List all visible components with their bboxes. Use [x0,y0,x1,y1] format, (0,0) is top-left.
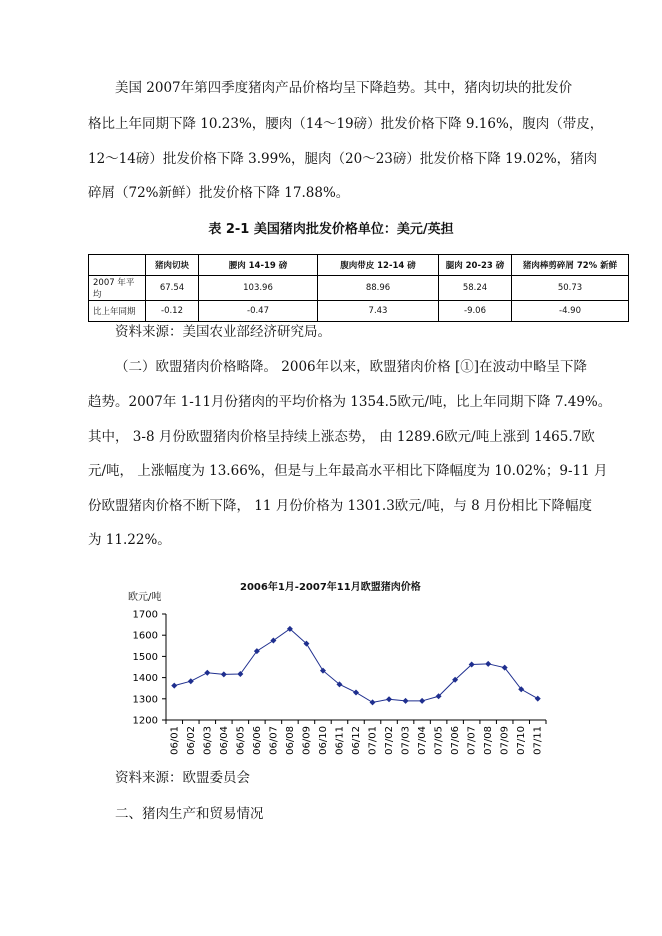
y-tick-label: 1400 [132,673,158,685]
table-cell: -0.12 [146,301,199,322]
data-point [204,670,210,676]
para1-line-4: 碎屑（72%新鲜）批发价格下降 17.88%。 [88,185,350,201]
data-point [270,638,276,644]
x-tick-label: 07/08 [483,726,495,755]
table-cell: 103.96 [199,276,318,301]
para2-line-2: 趋势。2007年 1-11月份猪肉的平均价格为 1354.5欧元/吨，比上年同期下降 7.49%。 [88,394,612,410]
x-tick-label: 07/09 [499,726,511,755]
data-point [535,696,541,702]
x-tick-label: 07/06 [450,726,462,755]
table-cell: -0.47 [199,301,318,322]
y-tick-label: 1200 [132,715,158,727]
table-cell: 7.43 [318,301,439,322]
data-point [353,689,359,695]
x-tick-label: 07/03 [400,726,412,755]
chart-source: 资料来源：欧盟委员会 [115,770,250,786]
chart-y-axis-label: 欧元/吨 [128,592,162,603]
y-tick-label: 1600 [132,630,158,642]
x-tick-label: 07/07 [466,726,478,755]
table-source: 资料来源：美国农业部经济研究局。 [115,324,331,340]
table-header-cell: 腹肉带皮 12-14 磅 [318,255,439,276]
data-point [485,661,491,667]
table-header-cell: 猪肉切块 [146,255,199,276]
para2-line-3: 其中， 3-8 月份欧盟猪肉价格呈持续上涨态势， 由 1289.6欧元/吨上涨到 1465.7欧 [88,429,595,445]
x-tick-label: 06/03 [202,726,214,755]
para2-line-1: （二）欧盟猪肉价格略降。 2006年以来，欧盟猪肉价格 [①]在波动中略呈下降 [115,359,587,375]
x-tick-label: 06/02 [185,726,197,755]
table-cell: 67.54 [146,276,199,301]
table-header-cell: 腿肉 20-23 磅 [439,255,512,276]
table-cell: -9.06 [439,301,512,322]
x-tick-label: 06/08 [284,726,296,755]
x-tick-label: 06/05 [235,726,247,755]
data-point [419,698,425,704]
x-tick-label: 06/10 [317,726,329,755]
y-tick-label: 1700 [132,609,158,621]
table-cell: -4.90 [512,301,629,322]
x-tick-label: 06/12 [351,726,362,755]
para2-line-4: 元/吨， 上涨幅度为 13.66%，但是与上年最高水平相比下降幅度为 10.02%；9-11 月 [88,463,608,479]
table-cell: 58.24 [439,276,512,301]
x-tick-label: 07/02 [384,726,396,755]
data-point [221,671,227,677]
table-cell: 88.96 [318,276,439,301]
y-tick-label: 1300 [132,694,158,706]
para2-line-5: 份欧盟猪肉价格不断下降， 11 月份价格为 1301.3欧元/吨，与 8 月份相比下降幅度 [88,498,593,514]
x-tick-label: 06/06 [251,726,263,755]
x-tick-label: 07/10 [516,726,528,755]
x-tick-label: 07/05 [433,726,445,755]
para1-line-2: 格比上年同期下降 10.23%，腰肉（14～19磅）批发价格下降 9.16%，腹肉（带皮， [88,116,604,132]
data-point [403,698,409,704]
para1-line-1: 美国 2007年第四季度猪肉产品价格均呈下降趋势。其中，猪肉切块的批发价 [115,80,573,96]
x-tick-label: 06/01 [169,726,181,755]
x-tick-label: 06/04 [218,726,230,755]
data-point [171,683,177,689]
chart-title: 2006年1月-2007年11月欧盟猪肉价格 [240,582,421,593]
x-tick-label: 06/07 [268,726,280,755]
table-cell: 50.73 [512,276,629,301]
x-tick-label: 07/11 [532,726,544,755]
x-tick-label: 07/01 [367,726,379,755]
data-point [386,696,392,702]
x-tick-label: 06/11 [334,726,346,755]
x-tick-label: 07/04 [417,726,429,755]
para2-line-6: 为 11.22%。 [88,532,171,548]
data-point [370,699,376,705]
table-cell: 2007 年平均 [89,276,146,301]
data-point [188,678,194,684]
table-caption: 表 2-1 美国猪肉批发价格单位：美元/英担 [208,222,454,237]
section-heading: 二、猪肉生产和贸易情况 [115,806,264,822]
table-cell: 比上年同期 [89,301,146,322]
para1-line-3: 12～14磅）批发价格下降 3.99%，腿肉（20～23磅）批发价格下降 19.02%，猪肉 [88,151,598,167]
x-tick-label: 06/09 [301,726,313,755]
y-tick-label: 1500 [132,651,158,663]
table-header-cell: 腰肉 14-19 磅 [199,255,318,276]
table-header-cell: 猪肉棒剪碎屑 72% 新鲜 [512,255,629,276]
